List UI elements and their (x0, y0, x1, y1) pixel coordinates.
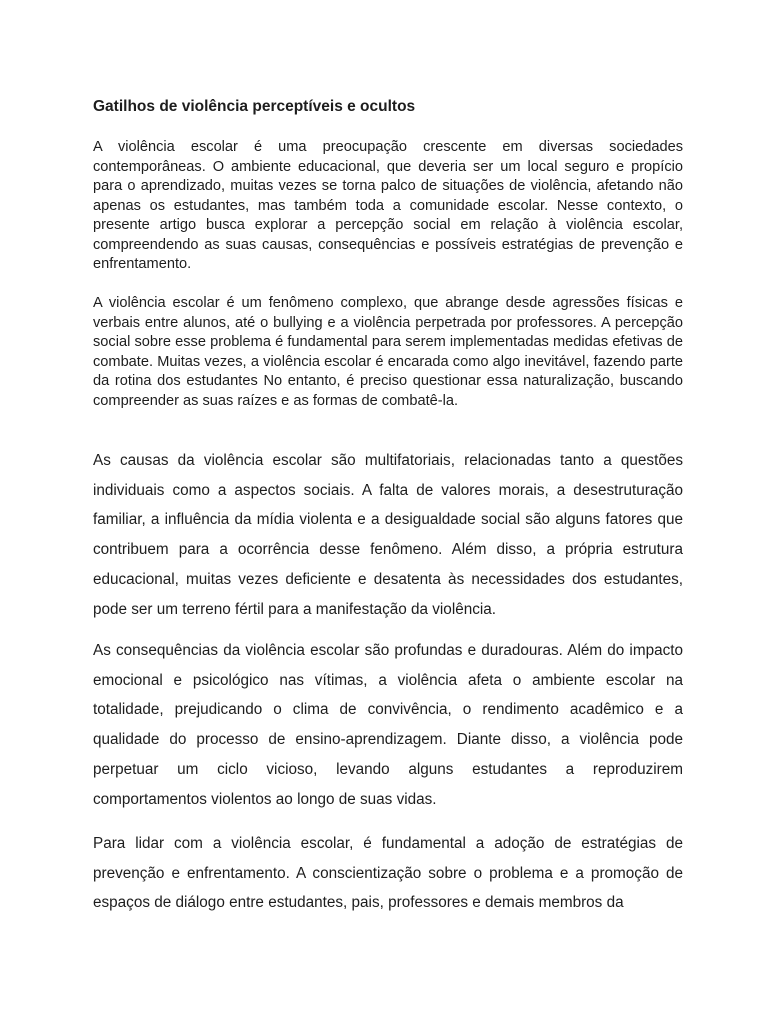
paragraph-introduction: A violência escolar é uma preocupação crescente em diversas sociedades contemporâneas. O ambiente educacional, que deveria ser um local seguro e propício para o aprendizado, muitas vezes se torna palco de situações de violência, afetando não apenas os estudantes, mas também toda a comunidade escolar. Nesse contexto, o presente artigo busca explorar a percepção social em relação à violência escolar, compreendendo as suas causas, consequências e possíveis estratégias de prevenção e enfrentamento. (93, 139, 683, 272)
paragraph-causes: As causas da violência escolar são multifatoriais, relacionadas tanto a questões individuais como a aspectos sociais. A falta de valores morais, a desestruturação familiar, a influência da mídia violenta e a desigualdade social são alguns fatores que contribuem para a ocorrência desse fenômeno. Além disso, a própria estrutura educacional, muitas vezes deficiente e desatenta às necessidades dos estudantes, pode ser um terreno fértil para a manifestação da violência. (93, 452, 683, 618)
paragraph-consequences: As consequências da violência escolar são profundas e duradouras. Além do impacto emocional e psicológico nas vítimas, a violência afeta o ambiente escolar na totalidade, prejudicando o clima de convivência, o rendimento acadêmico e a qualidade do processo de ensino-aprendizagem. Diante disso, a violência pode perpetuar um ciclo vicioso, levando alguns estudantes a reproduzirem comportamentos violentos ao longo de suas vidas. (93, 642, 683, 808)
paragraph-strategies: Para lidar com a violência escolar, é fundamental a adoção de estratégias de prevenção e enfrentamento. A conscientização sobre o problema e a promoção de espaços de diálogo entre estudantes, pais, professores e demais membros da (93, 835, 683, 912)
paragraph-definition: A violência escolar é um fenômeno complexo, que abrange desde agressões físicas e verbais entre alunos, até o bullying e a violência perpetrada por professores. A percepção social sobre esse problema é fundamental para serem implementadas medidas efetivas de combate. Muitas vezes, a violência escolar é encarada como algo inevitável, fazendo parte da rotina dos estudantes No entanto, é preciso questionar essa naturalização, buscando compreender as suas raízes e as formas de combatê-la. (93, 295, 683, 409)
document-heading: Gatilhos de violência perceptíveis e ocultos (93, 98, 416, 115)
